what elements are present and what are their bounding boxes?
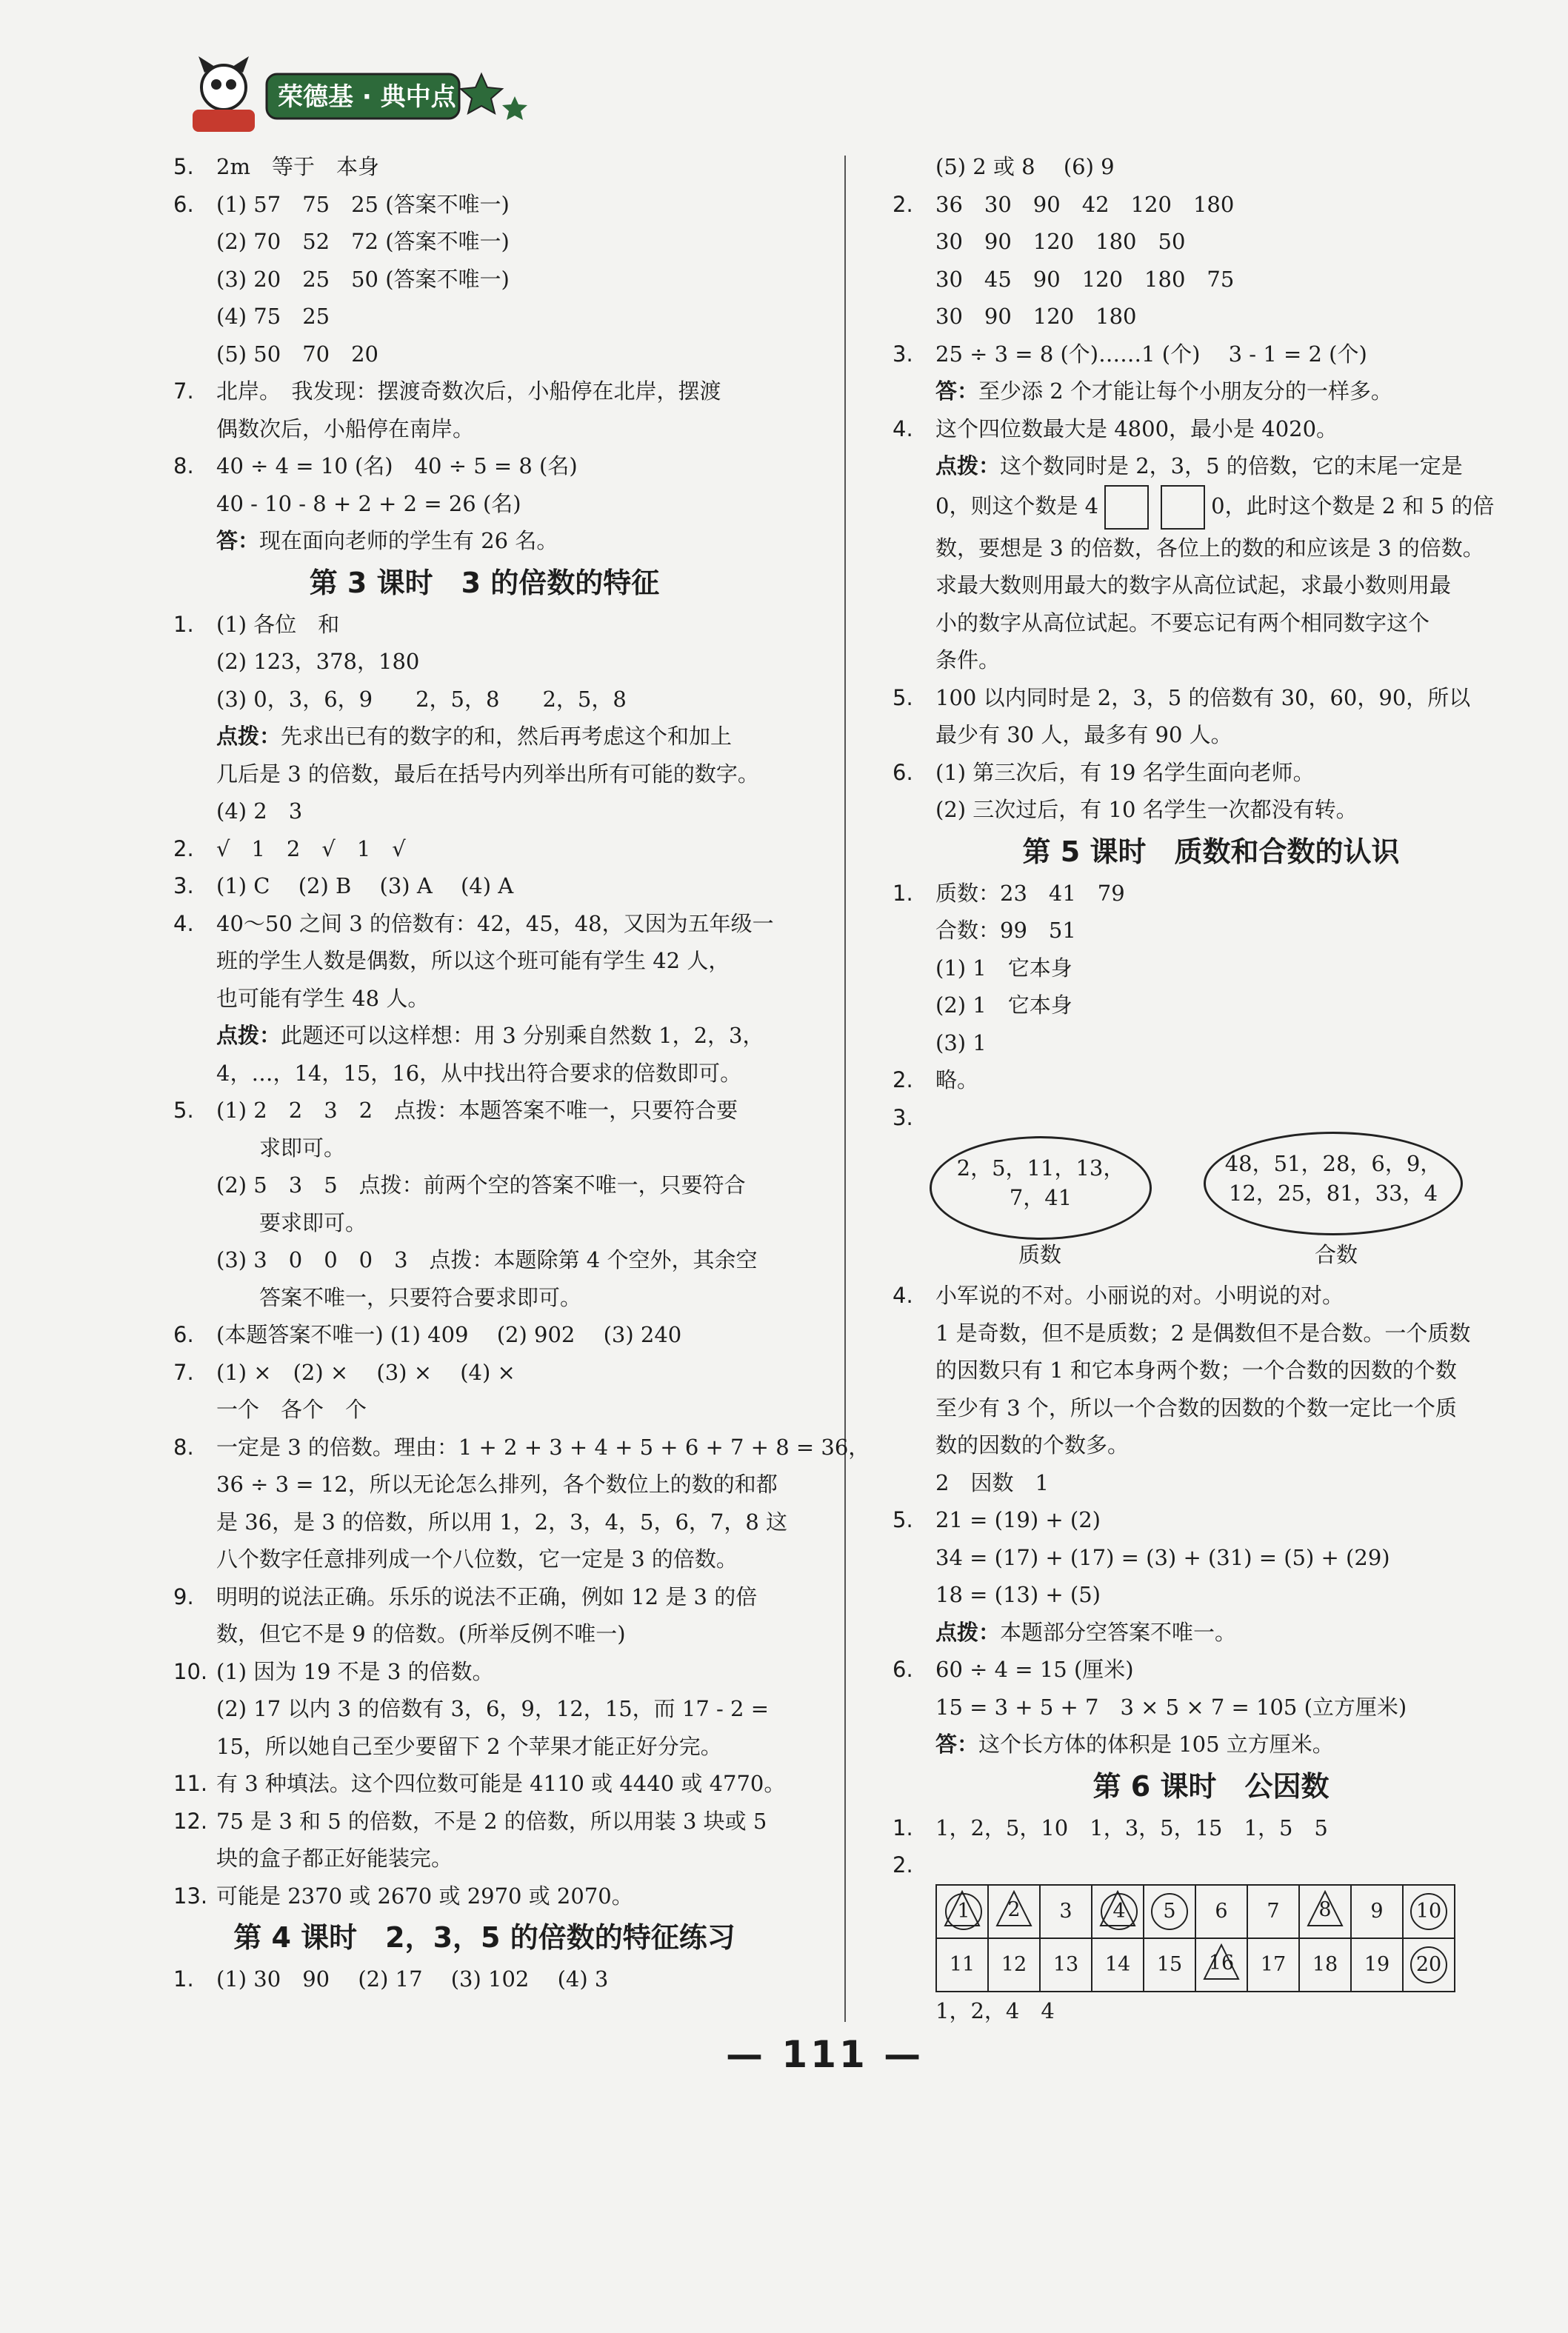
answer-line bbox=[893, 261, 1529, 298]
answer-text: 30 90 120 180 bbox=[935, 304, 1137, 329]
grid-number: 18 bbox=[1312, 1952, 1338, 1976]
grid-number: 14 bbox=[1104, 1952, 1131, 1976]
answer-text: 答：这个长方体的体积是 105 立方厘米。 bbox=[935, 1732, 1334, 1757]
question-number: 8. bbox=[173, 453, 194, 478]
triangle-mark bbox=[1307, 1890, 1344, 1927]
answer-text: 34 = (17) + (17) = (3) + (31) = (5) + (29) bbox=[935, 1544, 1390, 1570]
answer-text: 略。 bbox=[935, 1067, 979, 1092]
answer-text: 小的数字从高位试起。不要忘记有两个相同数字这个 bbox=[935, 610, 1430, 635]
grid-cell bbox=[936, 1885, 988, 1938]
svg-text:荣德基 · 典中点: 荣德基 · 典中点 bbox=[278, 82, 456, 112]
answer-line bbox=[893, 530, 1529, 567]
answer-line bbox=[173, 905, 795, 943]
answer-line bbox=[173, 1653, 795, 1691]
grid-cell bbox=[1092, 1938, 1144, 1992]
answer-line bbox=[173, 223, 795, 261]
question-number: 8. bbox=[173, 1434, 194, 1460]
answer-text: 36 30 90 42 120 180 bbox=[935, 191, 1235, 217]
grid-number: 13 bbox=[1052, 1952, 1079, 1976]
answer-line bbox=[893, 1389, 1529, 1427]
answer-line bbox=[173, 643, 795, 681]
answer-line bbox=[893, 1726, 1529, 1763]
answer-text: 可能是 2370 或 2670 或 2970 或 2070。 bbox=[216, 1883, 633, 1909]
answer-line bbox=[173, 830, 795, 868]
answer-line bbox=[893, 1024, 1529, 1062]
answer-text: 点拨：本题部分空答案不唯一。 bbox=[935, 1619, 1237, 1645]
section-heading: 第 4 课时 2，3，5 的倍数的特征练习 bbox=[233, 1921, 735, 1954]
composite-label: 合数 bbox=[1315, 1242, 1358, 1267]
section-heading: 第 5 课时 质数和合数的认识 bbox=[1022, 835, 1400, 868]
answer-text: 答：现在面向老师的学生有 26 名。 bbox=[216, 528, 558, 553]
question-number: 11. bbox=[173, 1771, 208, 1796]
answer-text: (1) C (2) B (3) A (4) A bbox=[216, 873, 514, 898]
grid-answer: 1，2，4 4 bbox=[935, 1997, 1055, 2023]
answer-text: (4) 75 25 bbox=[216, 304, 330, 329]
answer-line bbox=[893, 912, 1529, 949]
answer-line bbox=[173, 606, 795, 644]
answer-line bbox=[173, 1429, 870, 1466]
grid-number: 4 bbox=[1101, 1893, 1138, 1930]
question-number: 2. bbox=[893, 1852, 913, 1878]
answer-line bbox=[173, 1466, 795, 1503]
answer-text: 21 = (19) + (2) bbox=[935, 1507, 1101, 1532]
triangle-mark bbox=[995, 1890, 1032, 1927]
answer-line bbox=[173, 1055, 795, 1092]
answer-line bbox=[893, 1352, 1529, 1389]
q4-box-line: 0，则这个数是 4 0，此时这个数是 2 和 5 的倍 bbox=[893, 485, 1529, 530]
answer-text: (2) 123，378，180 bbox=[216, 649, 420, 674]
number-grid bbox=[935, 1884, 1455, 1992]
answer-line bbox=[173, 1690, 795, 1728]
answer-text: (1) × (2) × (3) × (4) × bbox=[216, 1359, 516, 1385]
grid-number: 15 bbox=[1156, 1952, 1183, 1976]
answer-text: 100 以内同时是 2，3，5 的倍数有 30，60，90，所以 bbox=[935, 684, 1471, 710]
answer-text: 点拨：先求出已有的数字的和，然后再考虑这个和加上 bbox=[216, 724, 733, 749]
answer-text: 4，…，14，15，16，从中找出符合要求的倍数即可。 bbox=[216, 1060, 742, 1086]
answer-line bbox=[893, 1651, 1529, 1689]
answer-text: (1) 因为 19 不是 3 的倍数。 bbox=[216, 1658, 494, 1684]
grid-cell bbox=[1403, 1885, 1455, 1938]
question-number: 6. bbox=[893, 759, 913, 785]
answer-line bbox=[173, 1615, 795, 1653]
question-number: 9. bbox=[173, 1583, 194, 1609]
answer-line bbox=[173, 867, 795, 905]
answer-text: (2) 70 52 72 (答案不唯一) bbox=[216, 229, 510, 254]
answer-line bbox=[893, 1501, 1529, 1539]
right-column bbox=[893, 148, 1529, 2029]
answer-text: 要求即可。 bbox=[216, 1209, 367, 1235]
answer-line bbox=[173, 336, 795, 373]
answer-line bbox=[893, 875, 1529, 912]
answer-line bbox=[173, 148, 795, 186]
answer-line bbox=[893, 679, 1529, 717]
answer-line bbox=[893, 1809, 1529, 1847]
grid-number: 11 bbox=[949, 1952, 975, 1976]
answer-text: 60 ÷ 4 = 15 (厘米) bbox=[935, 1657, 1134, 1682]
answer-text: 合数：99 51 bbox=[935, 918, 1076, 943]
answer-line bbox=[893, 567, 1529, 604]
answer-line bbox=[173, 980, 795, 1018]
answer-text: 是 36，是 3 的倍数，所以用 1，2，3，4，5，6，7，8 这 bbox=[216, 1509, 788, 1535]
answer-line bbox=[173, 1503, 795, 1541]
answer-line bbox=[173, 1578, 795, 1616]
answer-text: 15，所以她自己至少要留下 2 个苹果才能正好分完。 bbox=[216, 1733, 722, 1759]
answer-line bbox=[173, 186, 795, 224]
prime-composite-ovals bbox=[893, 1136, 1529, 1267]
grid-cell bbox=[1040, 1938, 1092, 1992]
answer-line bbox=[173, 298, 795, 336]
answer-text: (1) 1 它本身 bbox=[935, 955, 1072, 981]
question-number: 1. bbox=[893, 880, 913, 906]
answer-line bbox=[173, 373, 795, 410]
answer-line bbox=[893, 298, 1529, 336]
answer-line bbox=[893, 186, 1529, 224]
question-number: 5. bbox=[173, 1098, 194, 1123]
prime-oval: 2，5，11，13， 7，41 bbox=[930, 1136, 1152, 1240]
question-number: 12. bbox=[173, 1808, 208, 1834]
answer-line bbox=[893, 1539, 1529, 1577]
answer-line bbox=[893, 373, 1529, 410]
answer-line bbox=[893, 754, 1529, 792]
answer-text: 八个数字任意排列成一个八位数，它一定是 3 的倍数。 bbox=[216, 1546, 738, 1572]
answer-line bbox=[173, 522, 795, 560]
answer-text: (1) 各位 和 bbox=[216, 611, 340, 637]
grid-number: 20 bbox=[1410, 1946, 1447, 1983]
answer-text: (3) 3 0 0 0 3 点拨：本题除第 4 个空外，其余空 bbox=[216, 1247, 758, 1272]
answer-text: 答：至少添 2 个才能让每个小朋友分的一样多。 bbox=[935, 378, 1392, 404]
answer-text: 1 是奇数，但不是质数；2 是偶数但不是合数。一个质数 bbox=[935, 1320, 1471, 1346]
answer-line bbox=[893, 223, 1529, 261]
answer-text: 数，但它不是 9 的倍数。(所举反例不唯一) bbox=[216, 1621, 626, 1646]
answer-line bbox=[893, 1061, 1529, 1099]
answer-text: 至少有 3 个，所以一个合数的因数的个数一定比一个质 bbox=[935, 1395, 1457, 1421]
answer-line bbox=[893, 1426, 1529, 1464]
grid-cell bbox=[1040, 1885, 1092, 1938]
question-number: 2. bbox=[893, 1067, 913, 1092]
grid-cell bbox=[1092, 1885, 1144, 1938]
answer-text: (1) 2 2 3 2 点拨：本题答案不唯一，只要符合要 bbox=[216, 1098, 738, 1123]
question-number: 7. bbox=[173, 1359, 194, 1385]
answer-line bbox=[173, 942, 795, 980]
grid-cell bbox=[1144, 1938, 1195, 1992]
answer-text: (本题答案不唯一) (1) 409 (2) 902 (3) 240 bbox=[216, 1322, 682, 1347]
question-number: 6. bbox=[173, 191, 194, 217]
answer-line bbox=[893, 1277, 1529, 1315]
answer-line bbox=[173, 1129, 795, 1167]
question-number: 13. bbox=[173, 1883, 208, 1909]
section-heading: 第 6 课时 公因数 bbox=[1092, 1769, 1330, 1803]
answer-text: 质数：23 41 79 bbox=[935, 880, 1125, 906]
answer-text: (1) 57 75 25 (答案不唯一) bbox=[216, 191, 510, 217]
answer-line bbox=[173, 261, 795, 298]
answer-text: 1，2，5，10 1，3，5，15 1，5 5 bbox=[935, 1815, 1328, 1840]
answer-text: 40 - 10 - 8 + 2 + 2 = 26 (名) bbox=[216, 490, 521, 516]
answer-line bbox=[173, 681, 795, 718]
answer-text: 答案不唯一，只要符合要求即可。 bbox=[216, 1284, 582, 1310]
answer-text: 一个 各个 个 bbox=[216, 1397, 367, 1422]
grid-number: 9 bbox=[1370, 1899, 1384, 1923]
grid-number: 10 bbox=[1410, 1893, 1447, 1930]
answer-text: 也可能有学生 48 人。 bbox=[216, 985, 430, 1011]
grid-number: 8 bbox=[1318, 1898, 1332, 1921]
answer-text: 最少有 30 人，最多有 90 人。 bbox=[935, 722, 1232, 747]
answer-text: (5) 50 70 20 bbox=[216, 341, 379, 367]
answer-line bbox=[173, 1391, 795, 1429]
section-heading: 第 3 课时 3 的倍数的特征 bbox=[309, 566, 660, 599]
grid-number: 2 bbox=[1007, 1898, 1021, 1921]
brand-logo bbox=[178, 52, 533, 141]
question-number: 7. bbox=[173, 378, 194, 404]
question-number: 5. bbox=[893, 684, 913, 710]
answer-line bbox=[173, 1204, 795, 1242]
question-number: 3. bbox=[893, 1104, 913, 1130]
answer-line bbox=[173, 1092, 795, 1129]
triangle-mark bbox=[1099, 1890, 1136, 1927]
answer-line bbox=[893, 604, 1529, 642]
answer-line bbox=[173, 485, 795, 523]
answer-text: (3) 0，3，6，9 2，5，8 2，5，8 bbox=[216, 686, 627, 712]
answer-line bbox=[173, 1241, 795, 1279]
grid-number: 1 bbox=[945, 1893, 982, 1930]
answer-text: 求最大数则用最大的数字从高位试起，求最小数则用最 bbox=[935, 573, 1452, 598]
answer-text: √ 1 2 √ 1 √ bbox=[216, 835, 406, 861]
question-number: 2. bbox=[893, 191, 913, 217]
grid-cell bbox=[1144, 1885, 1195, 1938]
answer-text: 30 45 90 120 180 75 bbox=[935, 266, 1235, 292]
answer-line bbox=[173, 1765, 795, 1803]
answer-line bbox=[893, 1576, 1529, 1614]
answer-line bbox=[893, 1464, 1529, 1502]
answer-line bbox=[173, 1960, 795, 1998]
answer-line bbox=[173, 447, 795, 485]
question-number: 3. bbox=[173, 873, 194, 898]
answer-line bbox=[893, 716, 1529, 754]
grid-cell bbox=[1247, 1885, 1299, 1938]
answer-text: 点拨：此题还可以这样想：用 3 分别乘自然数 1，2，3， bbox=[216, 1023, 764, 1048]
answer-text: 这个四位数最大是 4800，最小是 4020。 bbox=[935, 415, 1338, 441]
answer-line bbox=[893, 1689, 1529, 1726]
answer-line bbox=[173, 1279, 795, 1317]
grid-cell bbox=[988, 1938, 1040, 1992]
grid-number: 19 bbox=[1364, 1952, 1390, 1976]
grid-cell bbox=[936, 1938, 988, 1992]
answer-line bbox=[173, 792, 795, 830]
answer-text: 的因数只有 1 和它本身两个数；一个合数的因数的个数 bbox=[935, 1358, 1457, 1383]
answer-text: (2) 1 它本身 bbox=[935, 992, 1072, 1018]
answer-text: 几后是 3 的倍数，最后在括号内列举出所有可能的数字。 bbox=[216, 761, 759, 787]
triangle-mark bbox=[944, 1890, 981, 1927]
answer-line bbox=[893, 410, 1529, 448]
answer-text: (5) 2 或 8 (6) 9 bbox=[935, 154, 1115, 179]
answer-text: 北岸。 我发现：摆渡奇数次后，小船停在北岸，摆渡 bbox=[216, 378, 721, 404]
answer-line bbox=[173, 410, 795, 448]
answer-line bbox=[173, 1017, 795, 1055]
answer-line bbox=[893, 949, 1529, 987]
grid-number: 17 bbox=[1260, 1952, 1287, 1976]
answer-line bbox=[173, 1840, 795, 1878]
answer-text: 有 3 种填法。这个四位数可能是 4110 或 4440 或 4770。 bbox=[216, 1771, 786, 1796]
grid-cell bbox=[1299, 1938, 1351, 1992]
answer-text: 2 因数 1 bbox=[935, 1469, 1049, 1495]
grid-number: 16 bbox=[1208, 1952, 1235, 1975]
page-number: — 111 — bbox=[726, 2033, 924, 2076]
answer-text: 条件。 bbox=[935, 647, 1001, 672]
answer-text: 36 ÷ 3 = 12，所以无论怎么排列，各个数位上的数的和都 bbox=[216, 1472, 778, 1497]
answer-line bbox=[893, 148, 1529, 186]
answer-line bbox=[893, 1099, 1529, 1137]
answer-line bbox=[893, 1315, 1529, 1352]
answer-line bbox=[893, 987, 1529, 1024]
answer-text: 小军说的不对。小丽说的对。小明说的对。 bbox=[935, 1283, 1344, 1308]
grid-cell bbox=[1195, 1938, 1247, 1992]
answer-text: 40 ÷ 4 = 10 (名) 40 ÷ 5 = 8 (名) bbox=[216, 453, 578, 478]
question-number: 1. bbox=[893, 1815, 913, 1840]
grid-cell bbox=[1247, 1938, 1299, 1992]
answer-text: 偶数次后，小船停在南岸。 bbox=[216, 415, 475, 441]
answer-line bbox=[173, 1728, 795, 1766]
answer-text: (3) 20 25 50 (答案不唯一) bbox=[216, 266, 510, 292]
question-number: 5. bbox=[893, 1507, 913, 1532]
question-number: 10. bbox=[173, 1658, 208, 1684]
question-number: 3. bbox=[893, 341, 913, 367]
answer-line bbox=[893, 1846, 1529, 1884]
answer-text: 明明的说法正确。乐乐的说法不正确，例如 12 是 3 的倍 bbox=[216, 1583, 758, 1609]
blank-box bbox=[1161, 485, 1205, 530]
answer-text: (1) 30 90 (2) 17 (3) 102 (4) 3 bbox=[216, 1966, 609, 1992]
left-column bbox=[173, 148, 870, 1998]
grid-number: 7 bbox=[1267, 1899, 1280, 1923]
answer-text: 2m 等于 本身 bbox=[216, 154, 379, 179]
answer-text: 30 90 120 180 50 bbox=[935, 229, 1186, 254]
answer-line bbox=[173, 1316, 795, 1354]
answer-text: 75 是 3 和 5 的倍数，不是 2 的倍数，所以用装 3 块或 5 bbox=[216, 1808, 767, 1834]
question-number: 1. bbox=[173, 611, 194, 637]
answer-text: 块的盒子都正好能装完。 bbox=[216, 1846, 453, 1871]
answer-text: 数的因数的个数多。 bbox=[935, 1432, 1130, 1458]
answer-line bbox=[893, 447, 1529, 485]
question-number: 1. bbox=[173, 1966, 194, 1992]
grid-number: 3 bbox=[1059, 1899, 1072, 1923]
grid-cell bbox=[1351, 1885, 1403, 1938]
answer-line bbox=[173, 755, 795, 793]
question-number: 4. bbox=[173, 910, 194, 936]
answer-text: 25 ÷ 3 = 8 (个)……1 (个) 3 - 1 = 2 (个) bbox=[935, 341, 1367, 367]
grid-cell bbox=[1403, 1938, 1455, 1992]
question-number: 4. bbox=[893, 415, 913, 441]
answer-line bbox=[893, 1614, 1529, 1652]
grid-cell bbox=[1195, 1885, 1247, 1938]
answer-text: (3) 1 bbox=[935, 1029, 987, 1055]
answer-text: 求即可。 bbox=[216, 1135, 346, 1161]
grid-cell bbox=[1299, 1885, 1351, 1938]
answer-line bbox=[173, 1803, 795, 1840]
answer-text: (4) 2 3 bbox=[216, 798, 303, 824]
answer-line bbox=[173, 718, 795, 755]
answer-text: (2) 5 3 5 点拨：前两个空的答案不唯一，只要符合 bbox=[216, 1172, 746, 1198]
question-number: 6. bbox=[893, 1657, 913, 1682]
answer-line bbox=[893, 336, 1529, 373]
answer-text: (2) 17 以内 3 的倍数有 3，6，9，12，15，而 17 - 2 = bbox=[216, 1696, 770, 1721]
question-number: 6. bbox=[173, 1322, 194, 1347]
answer-line bbox=[173, 1541, 795, 1578]
answer-text: 40～50 之间 3 的倍数有：42，45，48，又因为五年级一 bbox=[216, 910, 774, 936]
grid-cell bbox=[1351, 1938, 1403, 1992]
question-number: 4. bbox=[893, 1283, 913, 1308]
composite-oval: 48，51，28，6，9， 12，25，81，33，4 bbox=[1204, 1132, 1463, 1235]
answer-text: 一定是 3 的倍数。理由：1 + 2 + 3 + 4 + 5 + 6 + 7 + 8 = 36， bbox=[216, 1434, 870, 1460]
answer-text: 15 = 3 + 5 + 7 3 × 5 × 7 = 105 (立方厘米) bbox=[935, 1694, 1407, 1720]
answer-line bbox=[173, 1166, 795, 1204]
answer-line bbox=[893, 641, 1529, 679]
prime-label: 质数 bbox=[1018, 1242, 1062, 1267]
blank-box bbox=[1104, 485, 1149, 530]
question-number: 5. bbox=[173, 154, 194, 179]
grid-cell bbox=[988, 1885, 1040, 1938]
grid-number: 6 bbox=[1215, 1899, 1228, 1923]
answer-text: (1) 第三次后，有 19 名学生面向老师。 bbox=[935, 759, 1315, 785]
answer-text: 数，要想是 3 的倍数，各位上的数的和应该是 3 的倍数。 bbox=[935, 535, 1484, 561]
question-number: 2. bbox=[173, 835, 194, 861]
column-divider bbox=[844, 156, 846, 2022]
answer-line bbox=[173, 1878, 795, 1915]
answer-text: 班的学生人数是偶数，所以这个班可能有学生 42 人， bbox=[216, 948, 730, 973]
answer-text: (2) 三次过后，有 10 名学生一次都没有转。 bbox=[935, 797, 1358, 822]
answer-line bbox=[173, 1354, 795, 1392]
grid-number: 5 bbox=[1151, 1893, 1188, 1930]
triangle-mark bbox=[1203, 1943, 1240, 1980]
answer-line bbox=[893, 791, 1529, 829]
grid-number: 12 bbox=[1001, 1952, 1027, 1976]
answer-text: 点拨：这个数同时是 2，3，5 的倍数，它的末尾一定是 bbox=[935, 453, 1463, 478]
answer-text: 18 = (13) + (5) bbox=[935, 1582, 1101, 1607]
